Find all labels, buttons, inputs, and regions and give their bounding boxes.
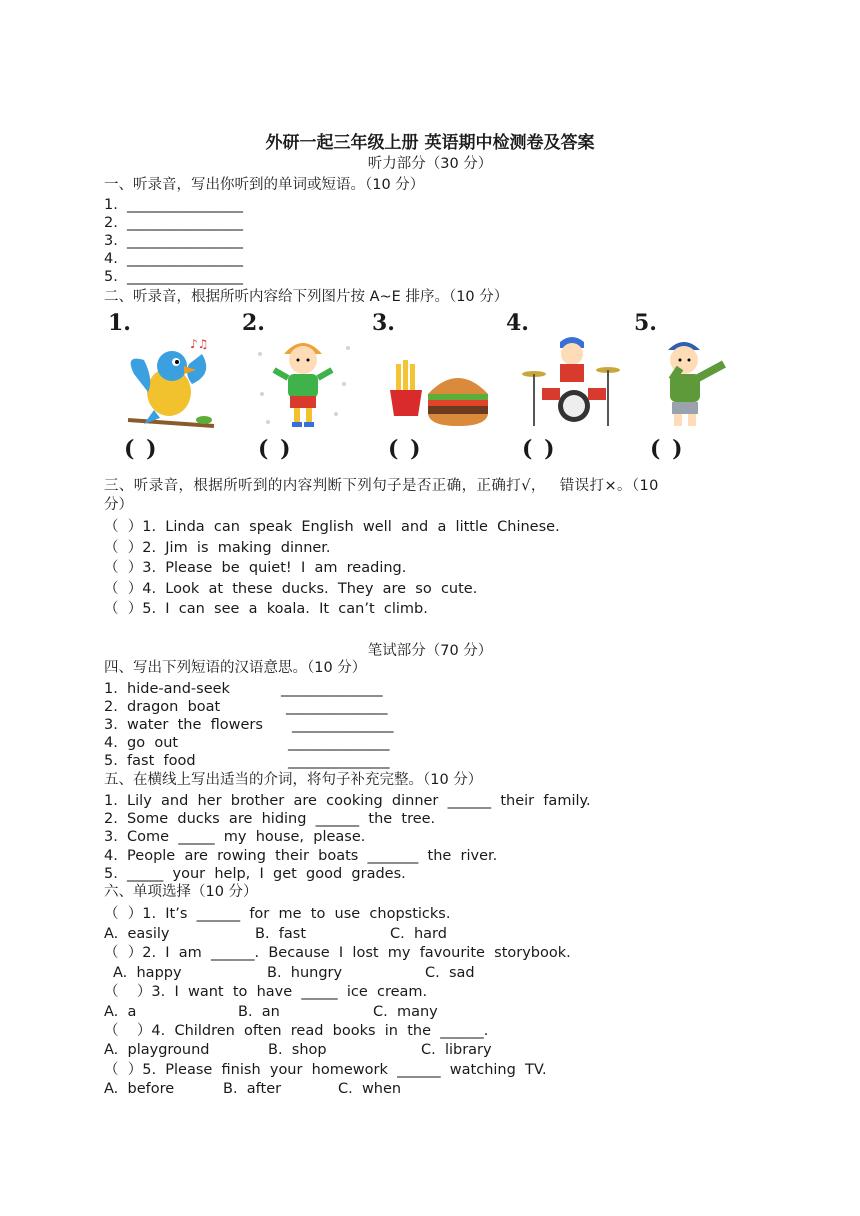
option-a: A. a	[104, 1004, 137, 1020]
answer-parenthesis: ( )	[650, 436, 685, 462]
svg-text:♪♫: ♪♫	[190, 337, 209, 351]
phrase-1: 1. hide-and-seek	[104, 681, 230, 697]
section-2-heading: 二、听录音，根据所听内容给下列图片按 A~E 排序。（10 分）	[104, 289, 509, 305]
judge-item-2: （ ）2. Jim is making dinner.	[104, 540, 331, 556]
phrase-2: 2. dragon boat	[104, 699, 221, 715]
answer-line-4: 4. ________________	[104, 251, 244, 267]
option-a: A. happy	[113, 965, 182, 981]
bird-icon	[114, 334, 224, 434]
answer-line-5: 5. ________________	[104, 269, 244, 285]
judge-item-1: （ ）1. Linda can speak English well and a little Chinese.	[104, 519, 560, 535]
answer-parenthesis: ( )	[258, 436, 293, 462]
option-a: A. easily	[104, 926, 170, 942]
answer-parenthesis: ( )	[124, 436, 159, 462]
fill-item-3: 3. Come _____ my house, please.	[104, 829, 366, 845]
option-b: B. hungry	[267, 965, 343, 981]
option-b: B. shop	[268, 1042, 327, 1058]
judge-item-4: （ ）4. Look at these ducks. They are so cute.	[104, 581, 478, 597]
section-4-heading: 四、写出下列短语的汉语意思。（10 分）	[104, 660, 367, 676]
choice-question-3: （ ）3. I want to have _____ ice cream.	[104, 984, 428, 1000]
choice-question-5: （ ）5. Please finish your homework ______ watching TV.	[104, 1062, 547, 1078]
judge-item-3: （ ）3. Please be quiet! I am reading.	[104, 560, 407, 576]
answer-line-2: 2. ________________	[104, 215, 244, 231]
fast-food-icon	[378, 334, 498, 434]
section-3-heading: 三、听录音，根据所听到的内容判断下列句子是否正确，正确打√， 错误打×。（10	[104, 478, 659, 494]
picture-4	[502, 310, 622, 470]
option-c: C. sad	[425, 965, 475, 981]
option-a: A. before	[104, 1081, 175, 1097]
section-5-heading: 五、在横线上写出适当的介词，将句子补充完整。（10 分）	[104, 772, 483, 788]
option-b: B. after	[223, 1081, 282, 1097]
phrase-5-blank: ______________	[288, 753, 390, 769]
written-header: 笔试部分（70 分）	[367, 643, 493, 659]
fill-item-5: 5. _____ your help, I get good grades.	[104, 866, 406, 882]
option-c: C. when	[338, 1081, 402, 1097]
option-a: A. playground	[104, 1042, 210, 1058]
section-1-heading: 一、听录音，写出你听到的单词或短语。（10 分）	[104, 177, 425, 193]
phrase-5: 5. fast food	[104, 753, 196, 769]
girl-snow-icon	[248, 334, 358, 434]
phrase-2-blank: ______________	[286, 699, 388, 715]
picture-3	[368, 310, 488, 470]
boy-sweater-icon	[640, 334, 750, 434]
judge-item-5: （ ）5. I can see a koala. It can’t climb.	[104, 601, 428, 617]
page-title: 外研一起三年级上册 英语期中检测卷及答案	[265, 133, 595, 153]
listening-header: 听力部分（30 分）	[367, 156, 493, 172]
phrase-3-blank: ______________	[292, 717, 394, 733]
phrase-1-blank: ______________	[281, 681, 383, 697]
picture-2	[238, 310, 358, 470]
option-b: B. fast	[255, 926, 307, 942]
drummer-icon	[512, 334, 622, 434]
answer-line-1: 1. ________________	[104, 197, 244, 213]
choice-question-1: （ ）1. It’s ______ for me to use chopsticks.	[104, 906, 451, 922]
picture-number: 2.	[242, 310, 265, 336]
option-b: B. an	[238, 1004, 280, 1020]
answer-parenthesis: ( )	[522, 436, 557, 462]
picture-number: 3.	[372, 310, 395, 336]
choice-question-4: （ ）4. Children often read books in the ______.	[104, 1023, 489, 1039]
picture-1	[104, 310, 224, 470]
picture-number: 5.	[634, 310, 657, 336]
option-c: C. many	[373, 1004, 438, 1020]
option-c: C. library	[421, 1042, 492, 1058]
fill-item-1: 1. Lily and her brother are cooking dinner ______ their family.	[104, 793, 591, 809]
answer-line-3: 3. ________________	[104, 233, 244, 249]
phrase-4: 4. go out	[104, 735, 179, 751]
section-6-heading: 六、单项选择（10 分）	[104, 884, 258, 900]
option-c: C. hard	[390, 926, 447, 942]
answer-parenthesis: ( )	[388, 436, 423, 462]
fill-item-2: 2. Some ducks are hiding ______ the tree.	[104, 811, 436, 827]
picture-number: 1.	[108, 310, 131, 336]
choice-question-2: （ ）2. I am ______. Because I lost my favourite storybook.	[104, 945, 571, 961]
phrase-4-blank: ______________	[288, 735, 390, 751]
section-3-heading-cont: 分）	[104, 497, 133, 513]
fill-item-4: 4. People are rowing their boats _______ the river.	[104, 848, 498, 864]
phrase-3: 3. water the flowers	[104, 717, 263, 733]
picture-number: 4.	[506, 310, 529, 336]
picture-5	[630, 310, 750, 470]
